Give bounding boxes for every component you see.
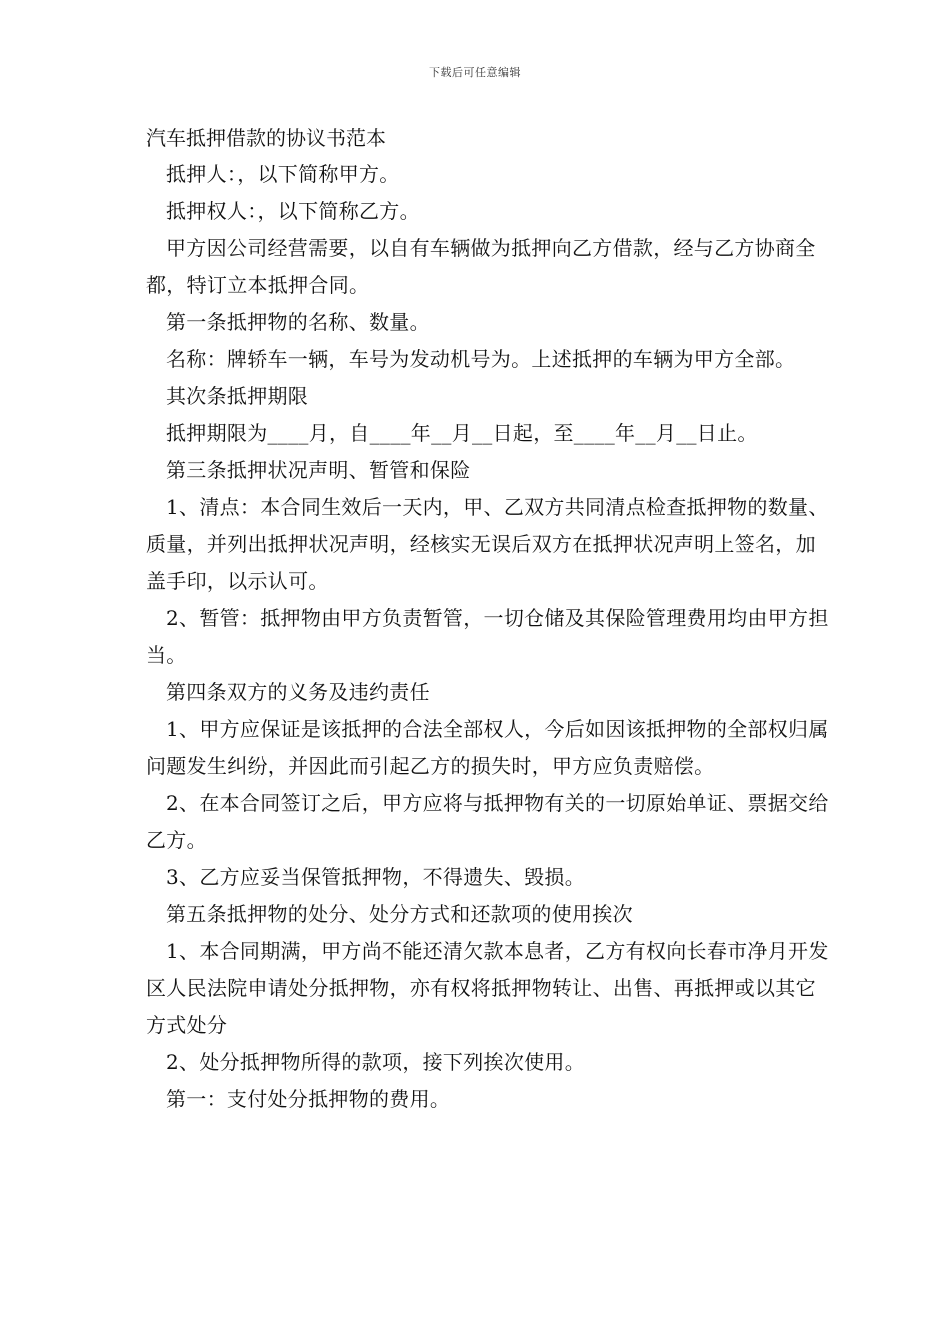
paragraph-collateral-name: 名称：牌轿车一辆，车号为发动机号为。上述抵押的车辆为甲方全部。 <box>166 347 796 371</box>
paragraph-mortgagee: 抵押权人：，以下简称乙方。 <box>166 199 420 223</box>
paragraph-documents-handover: 2、在本合同签订之后，甲方应将与抵押物有关的一切原始单证、票据交给乙方。 <box>146 791 829 852</box>
paragraph-mortgage-term: 抵押期限为____月，自____年__月__日起，至____年__月__日止。 <box>166 421 758 445</box>
paragraph-inventory: 1、清点：本合同生效后一天内，甲、乙双方共同清点检查抵押物的数量、质量，并列出抵押状况声明，经核实无误后双方在抵押状况声明上签名，加盖手印，以示认可。 <box>146 495 829 593</box>
paragraph-custody: 2、暂管：抵押物由甲方负责暂管，一切仓储及其保险管理费用均由甲方担当。 <box>146 606 829 667</box>
paragraph-ownership-guarantee: 1、甲方应保证是该抵押的合法全部权人，今后如因该抵押物的全部权归属问题发生纠纷，并因此而引起乙方的损失时，甲方应负责赔偿。 <box>146 717 829 778</box>
article-3-heading: 第三条抵押状况声明、暂管和保险 <box>166 458 471 482</box>
article-1-heading: 第一条抵押物的名称、数量。 <box>166 310 430 334</box>
article-2-heading: 其次条抵押期限 <box>166 384 309 408</box>
paragraph-proceeds-order: 2、处分抵押物所得的款项，接下列挨次使用。 <box>166 1050 586 1074</box>
article-4-heading: 第四条双方的义务及违约责任 <box>166 680 430 704</box>
paragraph-mortgagor: 抵押人：，以下简称甲方。 <box>166 162 400 186</box>
paragraph-safekeeping: 3、乙方应妥当保管抵押物，不得遗失、毁损。 <box>166 865 586 889</box>
document-body <box>146 120 836 1118</box>
paragraph-first-payment: 第一：支付处分抵押物的费用。 <box>166 1087 451 1111</box>
paragraph-disposal-rights: 1、本合同期满，甲方尚不能还清欠款本息者，乙方有权向长春市净月开发区人民法院申请处分抵押物，亦有权将抵押物转让、出售、再抵押或以其它方式处分 <box>146 939 829 1037</box>
page-header-note: 下载后可任意编辑 <box>429 66 521 79</box>
document-title: 汽车抵押借款的协议书范本 <box>146 126 386 150</box>
article-5-heading: 第五条抵押物的处分、处分方式和还款项的使用挨次 <box>166 902 633 926</box>
paragraph-purpose: 甲方因公司经营需要，以自有车辆做为抵押向乙方借款，经与乙方协商全都，特订立本抵押合同。 <box>146 236 816 297</box>
